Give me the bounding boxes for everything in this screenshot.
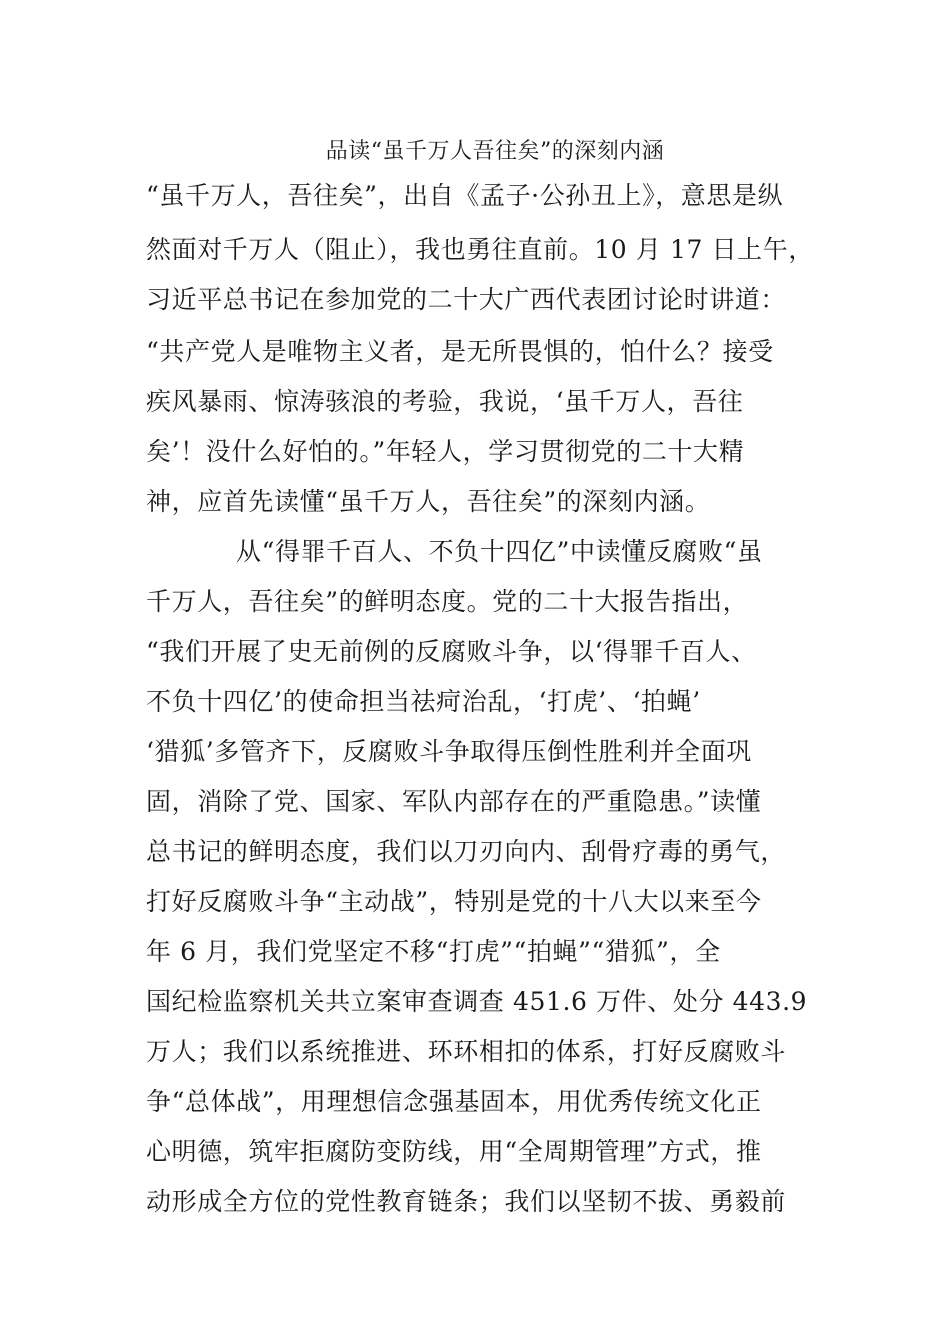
paragraph-line: 习近平总书记在参加党的二十大广西代表团讨论时讲道： (146, 285, 787, 314)
paragraph-line: 不负十四亿’的使命担当祛疴治乱，‘打虎’、‘拍蝇’ (146, 687, 701, 716)
paragraph-line: 神，应首先读懂“虽千万人，吾往矣”的深刻内涵。 (146, 487, 711, 516)
paragraph-line: “共产党人是唯物主义者，是无所畏惧的，怕什么？接受 (146, 337, 774, 366)
paragraph-line: 固，消除了党、国家、军队内部存在的严重隐患。”读懂 (146, 787, 762, 816)
paragraph-line: 疾风暴雨、惊涛骇浪的考验，我说，‘虽千万人，吾往 (146, 387, 744, 416)
paragraph-line: “虽千万人，吾往矣”，出自《孟子·公孙丑上》，意思是纵 (146, 181, 784, 210)
paragraph-line: 心明德，筑牢拒腐防变防线，用“全周期管理”方式，推 (146, 1137, 762, 1166)
paragraph-line: 国纪检监察机关共立案审查调查 451.6 万件、处分 443.9 (146, 987, 808, 1016)
paragraph-line: 年 6 月，我们党坚定不移“打虎”“拍蝇”“猎狐”，全 (146, 937, 721, 966)
paragraph-line: 矣’！没什么好怕的。”年轻人，学习贯彻党的二十大精 (146, 437, 745, 466)
paragraph-line: 从“得罪千百人、不负十四亿”中读懂反腐败“虽 (236, 537, 763, 566)
document-title: 品读“虽千万人吾往矣”的深刻内涵 (325, 139, 665, 164)
paragraph-line: ‘猎狐’多管齐下，反腐败斗争取得压倒性胜利并全面巩 (146, 737, 752, 766)
paragraph-line: 万人；我们以系统推进、环环相扣的体系，打好反腐败斗 (146, 1037, 787, 1066)
paragraph-line: 争“总体战”，用理想信念强基固本，用优秀传统文化正 (146, 1087, 762, 1116)
paragraph-line: 然面对千万人（阻止），我也勇往直前。10 月 17 日上午， (146, 235, 814, 264)
paragraph-line: 动形成全方位的党性教育链条；我们以坚韧不拔、勇毅前 (146, 1187, 787, 1216)
paragraph-line: 千万人，吾往矣”的鲜明态度。党的二十大报告指出， (146, 587, 749, 616)
paragraph-line: 打好反腐败斗争“主动战”，特别是党的十八大以来至今 (146, 887, 762, 916)
paragraph-line: 总书记的鲜明态度，我们以刀刃向内、刮骨疗毒的勇气， (146, 837, 787, 866)
paragraph-line: “我们开展了史无前例的反腐败斗争，以‘得罪千百人、 (146, 637, 757, 666)
